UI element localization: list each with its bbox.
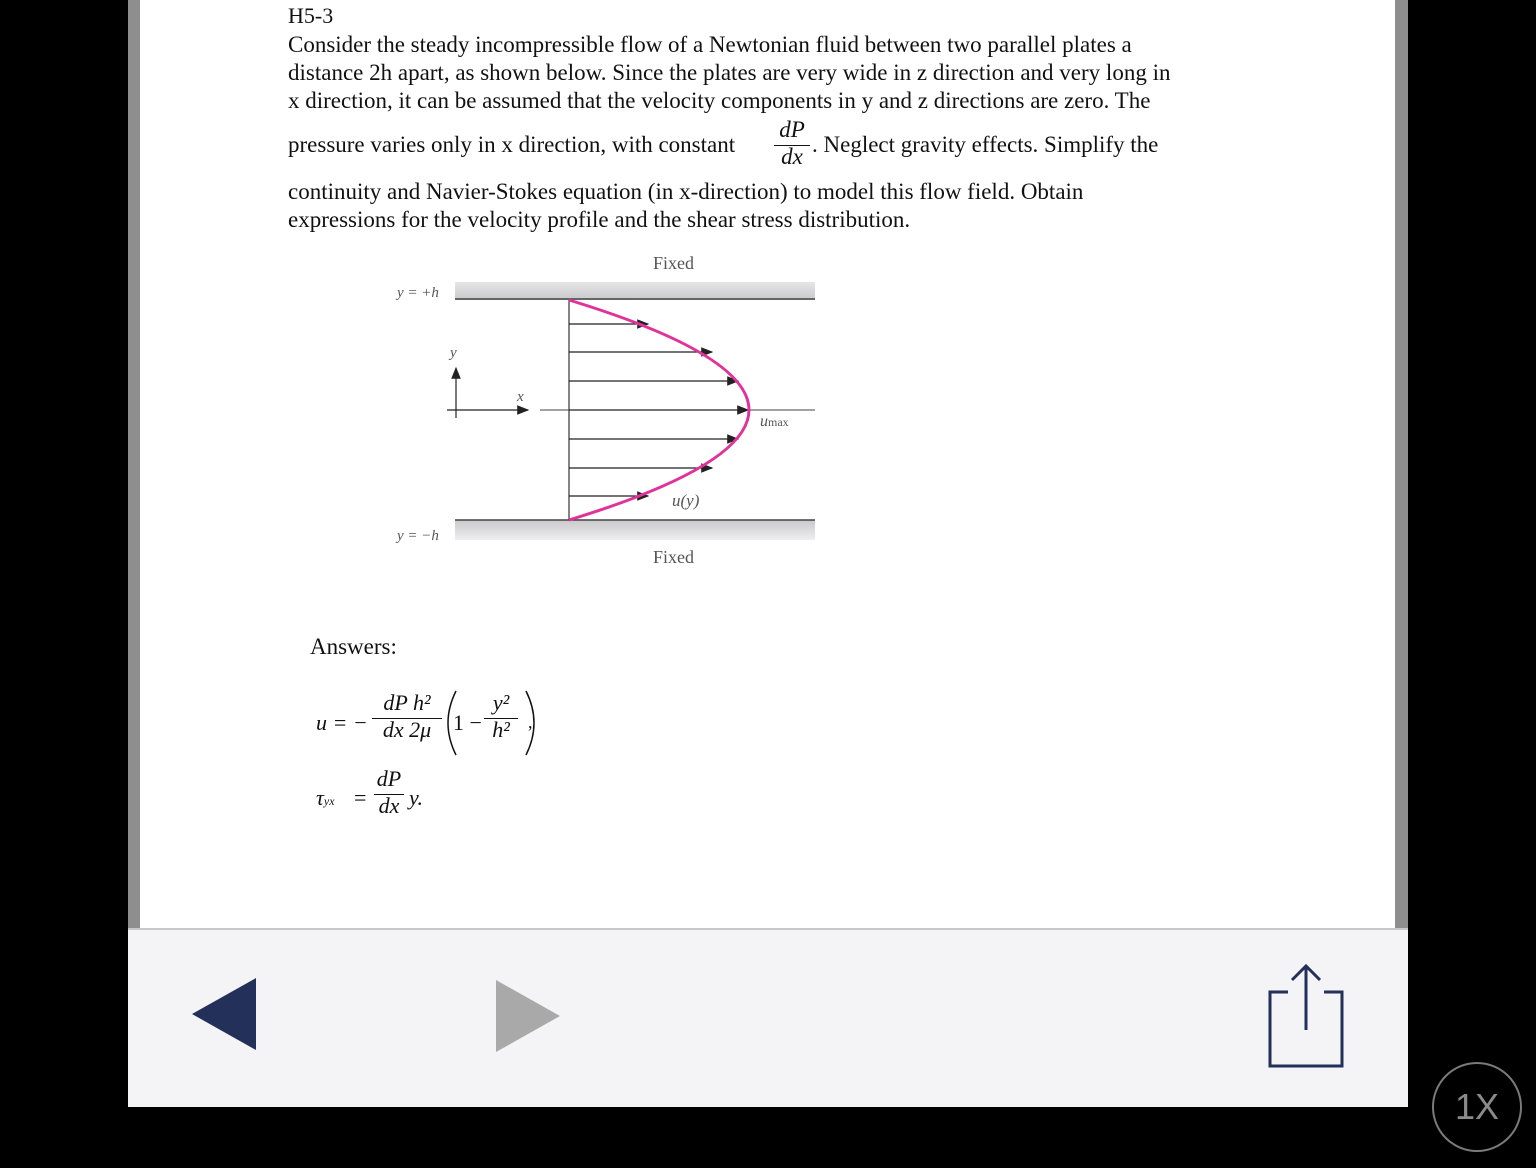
u-coefficient-fraction <box>372 690 442 743</box>
tau-denominator: dx <box>378 793 400 818</box>
back-arrow-icon <box>190 974 260 1054</box>
u-inner-denominator: h² <box>492 717 510 742</box>
dpdx-denominator: dx <box>781 144 803 169</box>
tau-subscript: yx <box>323 794 335 808</box>
problem-text-line-1: Consider the steady incompressible flow of a Newtonian fluid between two parallel plates a <box>288 32 1132 57</box>
forward-arrow-icon <box>494 978 564 1056</box>
umax-subscript: max <box>768 415 789 429</box>
tau-trailing: y. <box>409 785 424 810</box>
problem-text-line-6: expressions for the velocity profile and the shear stress distribution. <box>288 207 911 232</box>
tau-numerator: dP <box>376 766 402 791</box>
u-inner-fraction <box>484 690 518 743</box>
problem-text-line-5: continuity and Navier-Stokes equation (in x-direction) to model this flow field. Obtain <box>288 179 1084 204</box>
x-axis-label: x <box>517 389 524 405</box>
bottom-plate <box>455 520 815 540</box>
tau-letter: τ <box>316 785 324 810</box>
line-4-after: . Neglect gravity effects. Simplify the <box>812 132 1159 157</box>
u-numerator: dP h² <box>383 690 431 715</box>
y-bottom-label: y = −h <box>397 528 439 544</box>
previous-page-button[interactable] <box>190 974 260 1059</box>
tau-fraction <box>374 766 404 819</box>
y-top-label: y = +h <box>397 285 439 301</box>
next-page-button[interactable] <box>494 978 564 1061</box>
zoom-level-button[interactable]: 1X <box>1432 1062 1522 1152</box>
u-trailing-comma: , <box>528 712 533 732</box>
answers-heading: Answers: <box>310 634 397 659</box>
tau-symbol <box>316 785 335 811</box>
problem-id: H5-3 <box>288 3 334 28</box>
u-inner-one: 1 − <box>453 710 482 735</box>
umax-label <box>760 413 789 431</box>
share-icon <box>1264 960 1348 1072</box>
u-denominator: dx 2μ <box>382 717 432 742</box>
bottom-plate-label: Fixed <box>653 547 695 567</box>
top-plate-label: Fixed <box>653 253 695 273</box>
u-inner-numerator: y² <box>492 690 510 715</box>
u-lhs: u = − <box>316 710 368 735</box>
umax-symbol: u <box>760 413 768 430</box>
share-button[interactable] <box>1264 960 1348 1077</box>
dpdx-numerator: dP <box>779 117 805 142</box>
line-4-before: pressure varies only in x direction, with constant <box>288 132 736 157</box>
top-plate <box>455 282 815 300</box>
tau-equals: = <box>354 785 367 810</box>
y-axis-label: y <box>450 345 457 361</box>
line-2-text: distance 2h apart, as shown below. Since the plates are very wide in z direction and very long in <box>288 60 1171 85</box>
problem-text-line-3: x direction, it can be assumed that the velocity components in y and z directions are zero. The <box>288 88 1151 113</box>
bottom-toolbar <box>128 928 1408 1107</box>
profile-label: u(y) <box>672 491 700 510</box>
